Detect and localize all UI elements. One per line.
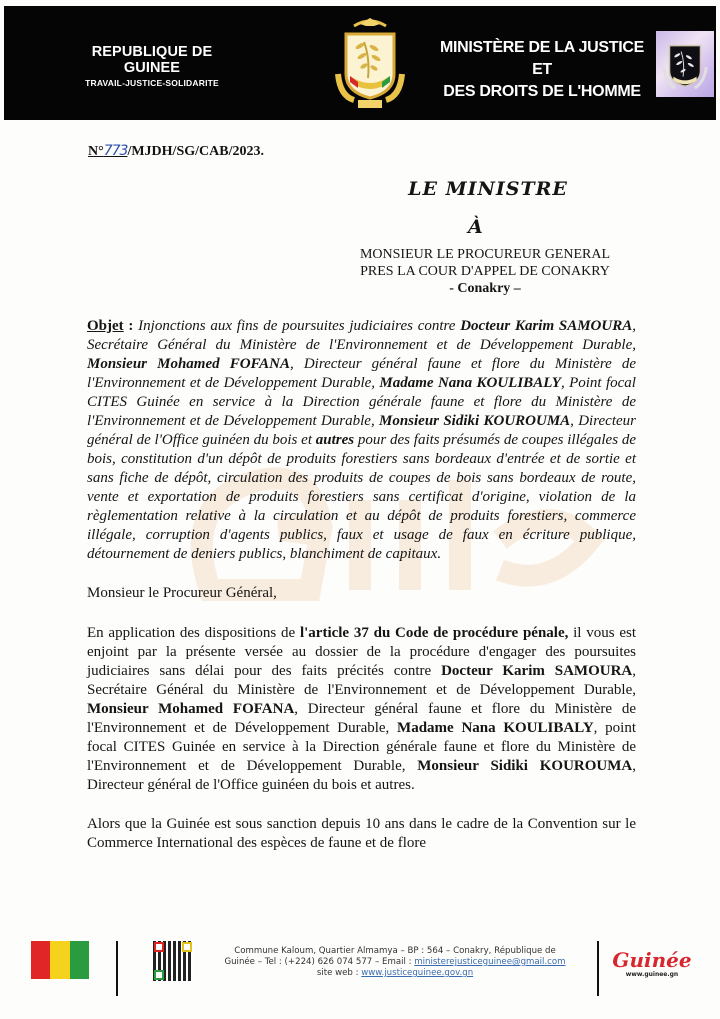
reference-suffix: /MJDH/SG/CAB/2023. — [127, 144, 264, 159]
accused-name: Docteur Karim SAMOURA — [441, 663, 633, 679]
body-text: , Directeur général faune et flore du Ministère de l'Environnement et de Développement Durable, — [87, 701, 636, 736]
body-text: , Directeur général de l'Office guinéen du bois et autres. — [87, 758, 636, 793]
body-text: , Secrétaire Général du Ministère de l'Environnement et de Développement Durable, — [87, 663, 636, 698]
subject-text: , Directeur général faune et flore du Ministère de l'Environnement et de Développement Durable, — [87, 356, 636, 391]
footer-address — [198, 946, 592, 979]
website-link[interactable]: www.justiceguinee.gov.gn — [361, 968, 474, 978]
accused-name: Madame Nana KOULIBALY — [397, 720, 594, 736]
recipient-line-2: PRES LA COUR D'APPEL DE CONAKRY — [360, 264, 610, 279]
reference-number — [88, 143, 264, 160]
subject-text: pour des faits présumés de coupes illégales de bois, constitution d'un dépôt de produits forestiers sans bordeaux d'entrée et de sortie et sans fiche de dépôt, circulation des produits de coupes de bois sans bordeaux de route, vente et exportation de produits forestiers sans certificat d'origine, violation de la règlementation relative à la circulation et au dépôt de produits forestiers, commerce illégale, corruption d'agents publics, faux et usage de faux en écriture publique, détournement de deniers publics, blanchiment de capitaux. — [87, 432, 636, 562]
qr-finder — [154, 970, 164, 980]
ministry-line-2: DES DROITS DE L'HOMME — [443, 83, 641, 100]
footer-divider — [597, 941, 599, 996]
to-marker: À — [468, 216, 483, 238]
logo-url: www.guinee.gn — [625, 971, 679, 978]
contact-text: Guinée – Tel : (+224) 626 074 577 – Email : — [224, 957, 415, 967]
flag-stripe-yellow — [50, 941, 69, 979]
accused-name: Monsieur Sidiki KOUROUMA — [379, 413, 571, 429]
ministry-line-1: MINISTÈRE DE LA JUSTICE ET — [439, 39, 645, 78]
subject-text: , Secrétaire Général du Ministère de l'Environnement et de Développement Durable, — [87, 318, 636, 353]
republic-block — [62, 44, 242, 88]
national-motto: TRAVAIL-JUSTICE-SOLIDARITE — [85, 78, 219, 88]
footer-divider — [116, 941, 118, 996]
address-line-1: Commune Kaloum, Quartier Almamya – BP : 564 – Conakry, République de — [234, 946, 556, 956]
accused-name: Docteur Karim SAMOURA — [460, 318, 633, 334]
subject-text: Injonctions aux fins de poursuites judiciaires contre — [138, 318, 461, 334]
email-link[interactable]: ministerejusticeguinee@gmail.com — [414, 957, 566, 967]
flag-stripe-red — [31, 941, 50, 979]
subject-separator: : — [123, 318, 139, 334]
flag-stripe-green — [70, 941, 89, 979]
subject-label: Objet — [87, 318, 124, 334]
site-label: site web : — [316, 968, 362, 978]
letterhead-band — [4, 6, 716, 120]
body-text: il vous est enjoint par la présente versée au dossier de la procédure d'engager des poursuites judiciaires sans délai pour des faits précités contre — [87, 625, 636, 679]
subject-text: , Directeur général de l'Office guinéen du bois et — [87, 413, 636, 448]
address-line-3 — [198, 968, 592, 979]
subject-text: , Point focal CITES Guinée en service à la Direction générale faune et flore du Ministère de l'Environnement et de Développement Durable, — [87, 375, 636, 429]
qr-code-icon[interactable] — [153, 941, 193, 981]
guinee-brand-logo — [612, 949, 692, 978]
body-text: En application des dispositions de — [87, 625, 300, 641]
reference-prefix: N° — [88, 144, 104, 159]
accused-name: Monsieur Mohamed FOFANA — [87, 356, 290, 372]
qr-finder — [182, 942, 192, 952]
coat-of-arms-icon — [330, 12, 410, 112]
recipient-block — [330, 246, 640, 297]
ministry-name — [436, 37, 648, 103]
body-paragraph-1 — [87, 624, 636, 795]
guinea-flag-icon — [31, 941, 89, 979]
address-line-2 — [198, 957, 592, 968]
country-name: REPUBLIQUE DE GUINEE — [91, 44, 213, 76]
accused-name: Monsieur Mohamed FOFANA — [87, 701, 295, 717]
subject-emphasis: autres — [315, 432, 355, 448]
qr-finder — [154, 942, 164, 952]
recipient-city: - Conakry – — [449, 281, 521, 296]
salutation: Monsieur le Procureur Général, — [87, 585, 277, 601]
sender-title: LE MINISTRE — [408, 178, 568, 200]
legal-reference: l'article 37 du Code de procédure pénale, — [299, 625, 569, 641]
accused-name: Madame Nana KOULIBALY — [379, 375, 561, 391]
ministry-seal — [656, 31, 714, 97]
letter-body — [87, 317, 636, 853]
body-text: , point focal CITES Guinée en service à la Direction générale faune et flore du Ministère de l'Environnement et de Développement Durable, — [87, 720, 636, 774]
recipient-line-1: MONSIEUR LE PROCUREUR GENERAL — [359, 247, 611, 262]
justice-emblem-icon — [656, 31, 714, 97]
body-paragraph-2: Alors que la Guinée est sous sanction depuis 10 ans dans le cadre de la Convention sur le Commerce International des espèces de faune et de flore — [87, 816, 636, 851]
subject-paragraph — [87, 317, 636, 564]
handwritten-number: 773 — [103, 143, 128, 159]
logo-wordmark: Guinée — [612, 948, 692, 972]
accused-name: Monsieur Sidiki KOUROUMA — [417, 758, 633, 774]
